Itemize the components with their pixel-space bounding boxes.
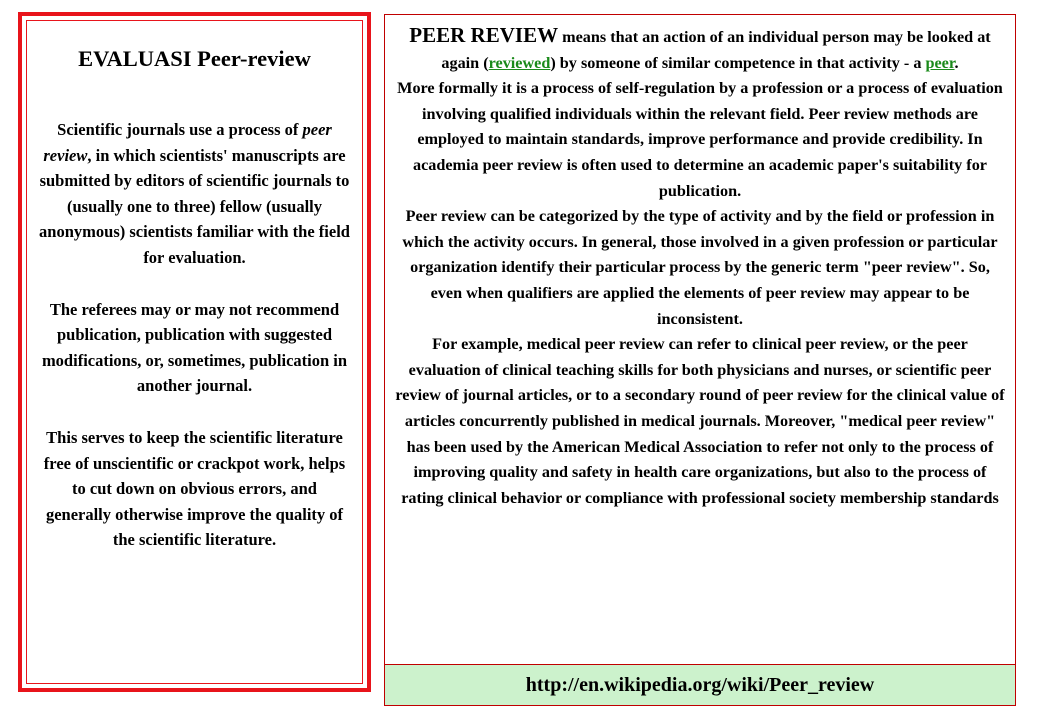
- right-paragraph-1-b: ) by someone of similar competence in that activity - a: [550, 53, 926, 72]
- lead-term: PEER REVIEW: [409, 23, 559, 47]
- right-paragraph-3: Peer review can be categorized by the type of activity and by the field or profession in which the activity occurs. In general, those involved in a given profession or particular organization identify their particular process by the generic term "peer review". So, even when qualifiers are applied the elements of peer review may appear to be inconsistent.: [402, 207, 998, 328]
- right-paragraph-1-c: .: [954, 53, 959, 72]
- right-paragraph-1-a: means that an action of an individual person may be looked at again (: [441, 28, 991, 72]
- reviewed-link[interactable]: reviewed: [488, 53, 551, 72]
- right-paragraph-1: [395, 23, 1005, 76]
- left-paragraph-2: The referees may or may not recommend publication, publication with suggested modifications, or, sometimes, publication in another journal.: [41, 299, 348, 396]
- left-panel-title: EVALUASI Peer-review: [78, 46, 311, 71]
- left-paragraph-1-end: , in which scientists' manuscripts are submitted by editors of scientific journals to (usually one to three) fellow (usually anonymous) scientists familiar with the field for evaluation.: [39, 145, 350, 267]
- left-panel: [26, 20, 363, 684]
- right-paragraph-4: For example, medical peer review can refer to clinical peer review, or the peer evaluation of clinical teaching skills for both physicians and nurses, or scientific peer review of journal articles, or to a secondary round of peer review for the clinical value of articles concurrently published in medical journals. Moreover, "medical peer review" has been used by the American Medical Association to refer not only to the process of improving quality and safety in health care organizations, but also to the process of rating clinical behavior or compliance with professional society membership standards: [395, 335, 1005, 507]
- peer-review-emphasis: peer review: [43, 120, 332, 165]
- right-paragraph-2: More formally it is a process of self-regulation by a profession or a process of evaluation involving qualified individuals within the relevant field. Peer review methods are employed to maintain standards, improve performance and provide credibility. In academia peer review is often used to determine an academic paper's suitability for publication.: [397, 79, 1003, 200]
- right-panel: [384, 14, 1016, 664]
- source-url[interactable]: http://en.wikipedia.org/wiki/Peer_review: [525, 674, 875, 696]
- source-url-bar: [384, 664, 1016, 706]
- left-panel-frame: [18, 12, 371, 692]
- left-paragraph-3: This serves to keep the scientific literature free of unscientific or crackpot work, helps to cut down on obvious errors, and generally otherwise improve the quality of the scientific literature.: [43, 427, 346, 550]
- peer-link[interactable]: peer: [925, 53, 955, 72]
- left-paragraph-1-start: Scientific journals use a process of: [57, 120, 303, 139]
- left-paragraph-1: [39, 117, 350, 271]
